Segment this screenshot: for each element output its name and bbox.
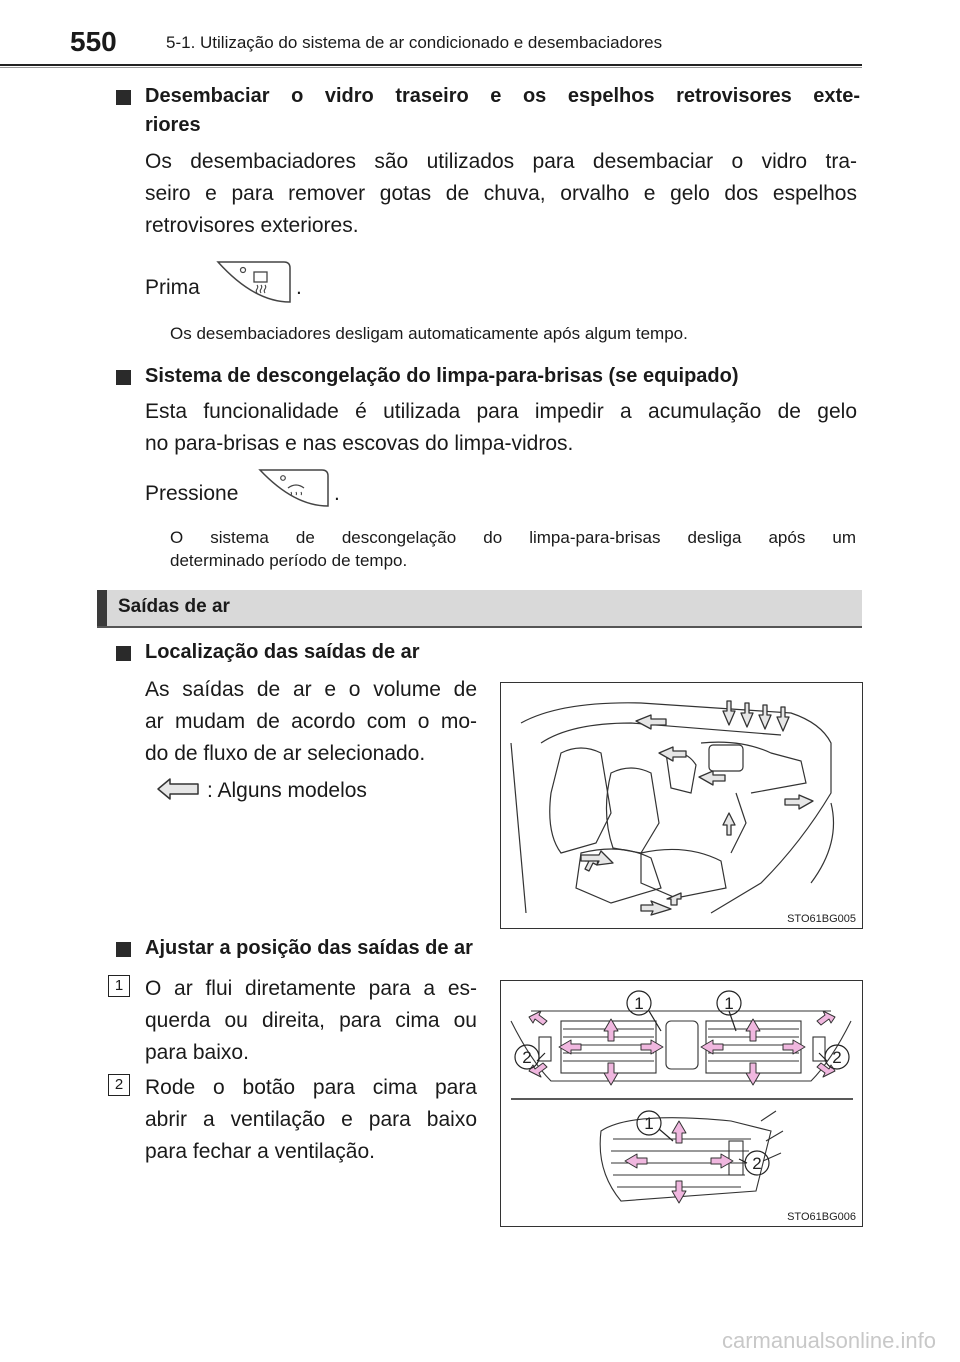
- vents-adjust-marker: [116, 942, 131, 962]
- defog-press-end: .: [296, 276, 302, 299]
- vents-location-paragraph-line1: As saídas de ar e o volume de: [145, 678, 477, 701]
- cabin-airflow-figure: [500, 682, 863, 929]
- header-rule: [0, 64, 862, 66]
- vent-adjust-figure: [500, 980, 863, 1227]
- vents-location-legend: : Alguns modelos: [207, 779, 367, 802]
- watermark: carmanualsonline.info: [721, 1328, 936, 1353]
- defog-heading-line2: riores: [145, 114, 201, 136]
- deicer-paragraph-line1: Esta funcionalidade é utilizada para impedir a acumulação de gelo: [145, 400, 857, 423]
- some-models-arrow-icon: [156, 776, 200, 802]
- defog-press-label: Prima: [145, 276, 200, 299]
- vents-location-heading: Localização das saídas de ar: [145, 641, 420, 663]
- cabin-vents-illustration: [501, 683, 862, 928]
- page-number: 550: [70, 26, 117, 57]
- item1-number: 1: [108, 975, 130, 997]
- vent-adjust-illustration: [501, 981, 862, 1226]
- item1-line2: querda ou direita, para cima ou: [145, 1009, 477, 1032]
- square-bullet-icon: [116, 942, 131, 957]
- section-bar-rule: [97, 626, 862, 628]
- item2-number: 2: [108, 1074, 130, 1096]
- vents-location-paragraph-line2: ar mudam de acordo com o mo-: [145, 710, 477, 733]
- square-bullet-icon: [116, 646, 131, 661]
- deicer-paragraph-line2: no para-brisas e nas escovas do limpa-vidros.: [145, 432, 574, 455]
- deicer-note-line1: O sistema de descongelação do limpa-para-brisas desliga após um: [170, 528, 856, 547]
- item1-line3: para baixo.: [145, 1041, 249, 1064]
- deicer-press-end: .: [334, 482, 340, 505]
- vents-location-marker: [116, 646, 131, 666]
- callout-2-b: 2: [832, 1048, 842, 1067]
- defog-paragraph-line3: retrovisores exteriores.: [145, 214, 359, 237]
- callout-1-a: 1: [634, 994, 644, 1013]
- item2-line2: abrir a ventilação e para baixo: [145, 1108, 477, 1131]
- rear-defogger-button-icon: [214, 258, 294, 306]
- square-bullet-icon: [116, 370, 131, 385]
- defog-heading-marker: [116, 90, 131, 110]
- wiper-deicer-button-icon: [256, 466, 332, 510]
- square-bullet-icon: [116, 90, 131, 105]
- figure1-code: STO61BG005: [787, 913, 856, 925]
- deicer-heading: Sistema de descongelação do limpa-para-brisas (se equipado): [145, 365, 739, 387]
- item2-line3: para fechar a ventilação.: [145, 1140, 375, 1163]
- vents-location-paragraph-line3: do de fluxo de ar selecionado.: [145, 742, 426, 765]
- header-rule-thin: [0, 67, 862, 68]
- defog-note: Os desembaciadores desligam automaticamente após algum tempo.: [170, 324, 688, 343]
- vents-adjust-heading: Ajustar a posição das saídas de ar: [145, 937, 473, 959]
- figure2-code: STO61BG006: [787, 1211, 856, 1223]
- running-title: 5-1. Utilização do sistema de ar condicionado e desembaciadores: [166, 33, 663, 52]
- defog-paragraph-line2: seiro e para remover gotas de chuva, orvalho e gelo dos espelhos: [145, 182, 857, 205]
- item1-line1: O ar flui diretamente para a es-: [145, 977, 477, 1000]
- callout-2-a: 2: [522, 1048, 532, 1067]
- item2-line1: Rode o botão para cima para: [145, 1076, 477, 1099]
- callout-1-c: 1: [644, 1114, 654, 1133]
- section-title: Saídas de ar: [118, 596, 230, 617]
- deicer-heading-marker: [116, 370, 131, 390]
- deicer-note-line2: determinado período de tempo.: [170, 551, 408, 570]
- deicer-press-label: Pressione: [145, 482, 239, 505]
- section-bar-accent: [97, 590, 107, 626]
- defog-heading-line1: Desembaciar o vidro traseiro e os espelhos retrovisores exte-: [145, 85, 860, 107]
- callout-2-c: 2: [752, 1154, 762, 1173]
- defog-paragraph-line1: Os desembaciadores são utilizados para desembaciar o vidro tra-: [145, 150, 857, 173]
- callout-1-b: 1: [724, 994, 734, 1013]
